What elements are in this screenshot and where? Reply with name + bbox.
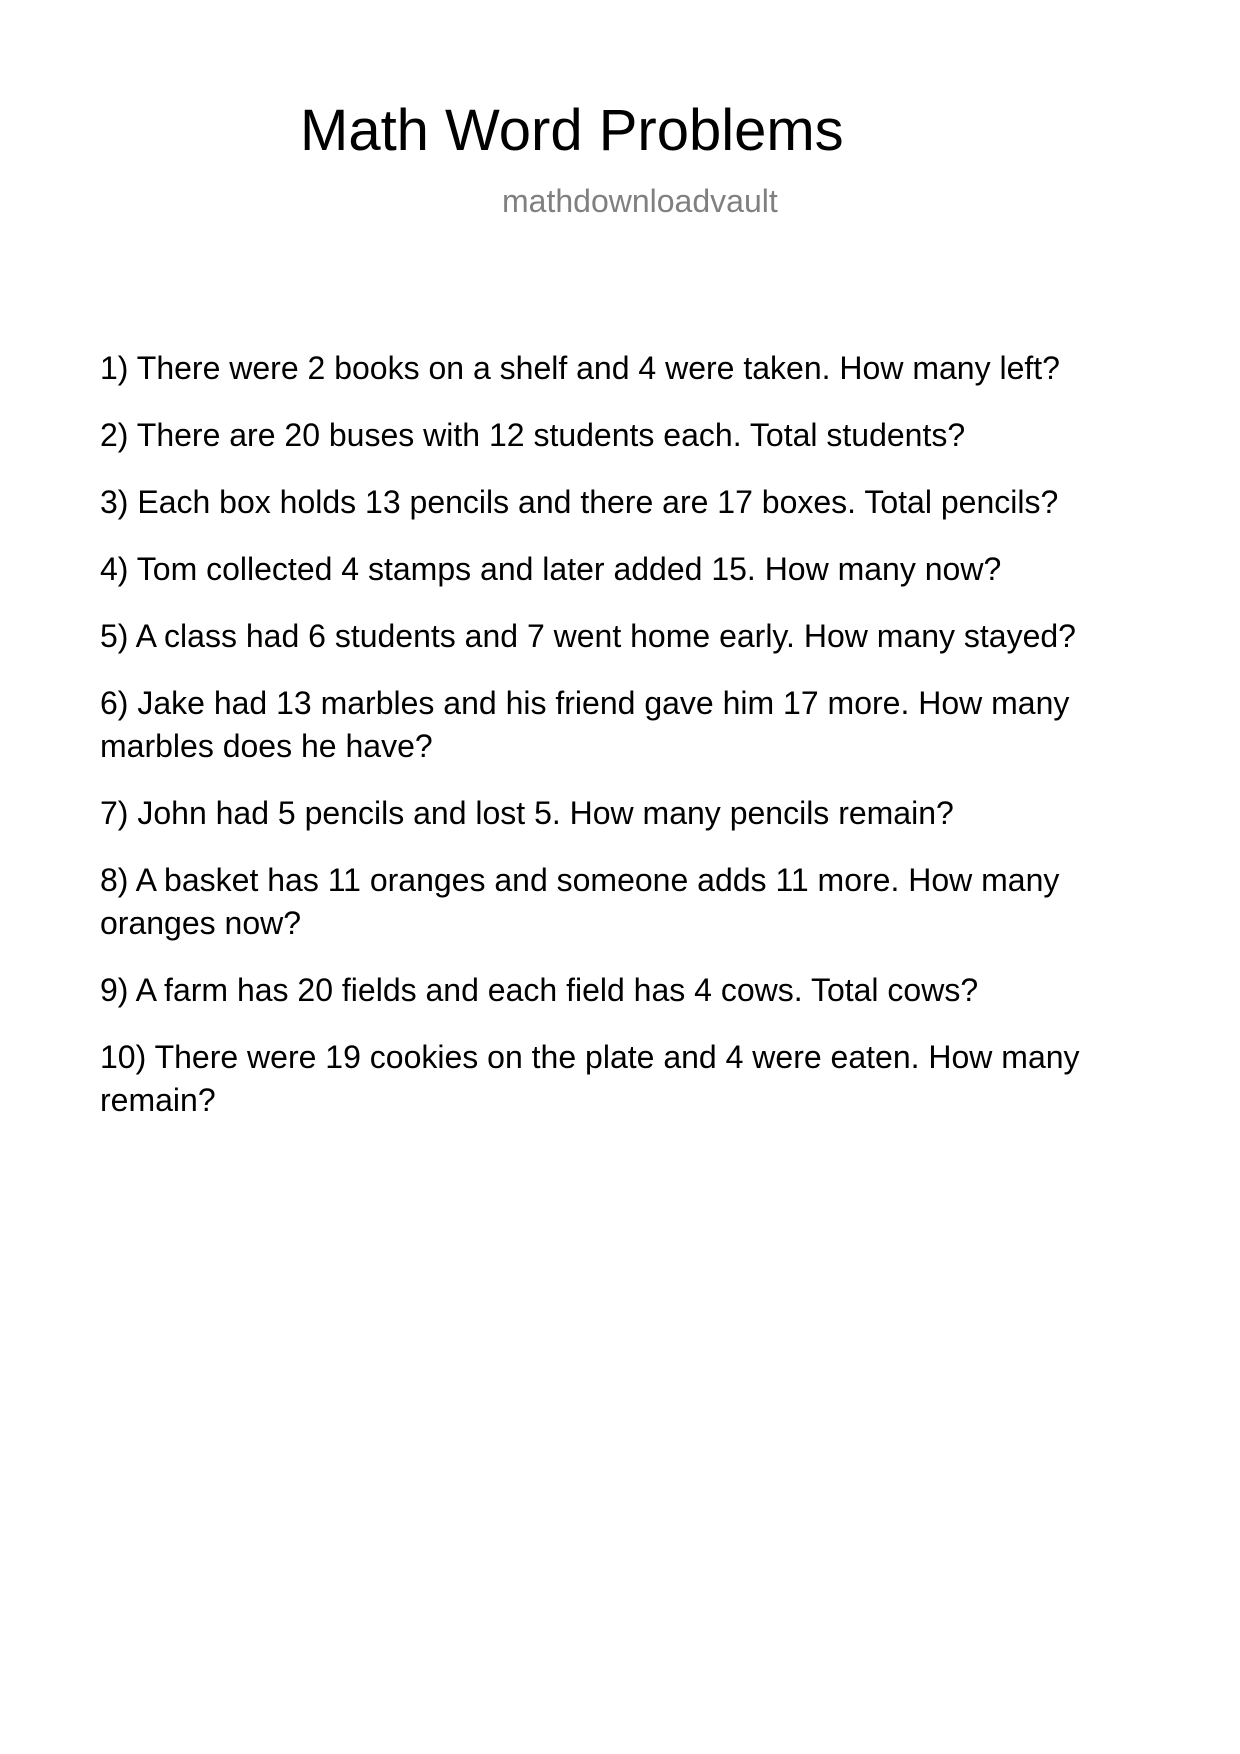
- problem-item: 2) There are 20 buses with 12 students each. Total students?: [100, 417, 966, 453]
- problem-list: [100, 347, 1100, 1146]
- problem-item: 6) Jake had 13 marbles and his friend gave him 17 more. How many marbles does he have?: [100, 685, 1070, 764]
- page-subtitle: mathdownloadvault: [502, 183, 778, 219]
- problem-item: 3) Each box holds 13 pencils and there are 17 boxes. Total pencils?: [100, 484, 1059, 520]
- problem-item: 10) There were 19 cookies on the plate and 4 were eaten. How many remain?: [100, 1039, 1080, 1118]
- page-title: Math Word Problems: [300, 98, 844, 163]
- problem-item: 5) A class had 6 students and 7 went home early. How many stayed?: [100, 618, 1076, 654]
- problem-item: 7) John had 5 pencils and lost 5. How many pencils remain?: [100, 795, 954, 831]
- problem-item: 1) There were 2 books on a shelf and 4 were taken. How many left?: [100, 350, 1060, 386]
- problem-item: 8) A basket has 11 oranges and someone adds 11 more. How many oranges now?: [100, 862, 1060, 941]
- problem-item: 9) A farm has 20 fields and each field has 4 cows. Total cows?: [100, 972, 979, 1008]
- problem-item: 4) Tom collected 4 stamps and later added 15. How many now?: [100, 551, 1002, 587]
